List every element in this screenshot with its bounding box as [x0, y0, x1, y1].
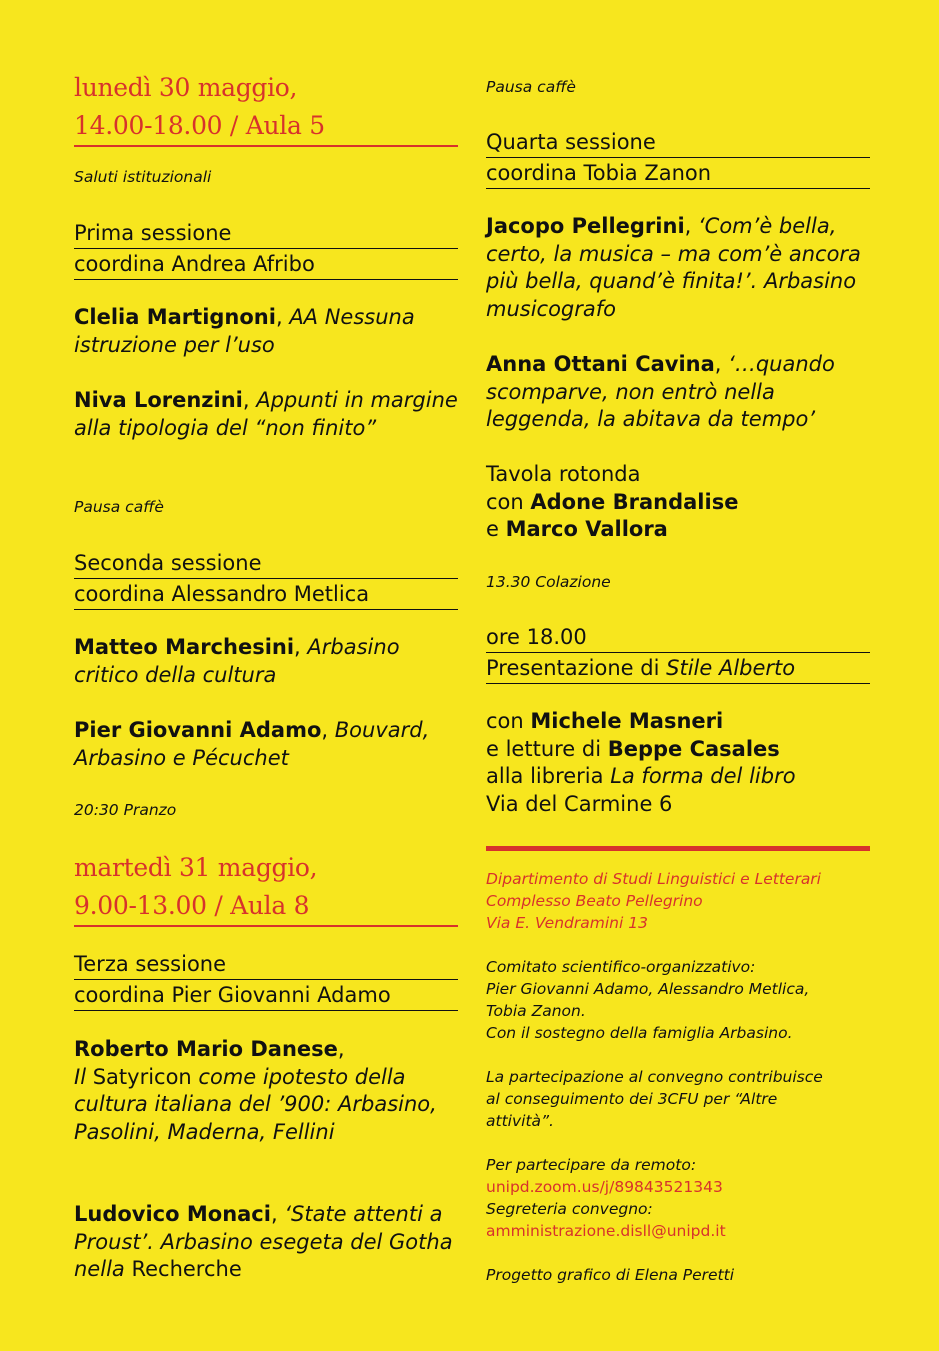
e-label: e — [486, 517, 506, 541]
info-line: al conseguimento dei 3CFU per “Altre — [486, 1090, 778, 1108]
day-1-heading — [74, 69, 458, 147]
comitato-block — [486, 956, 870, 1044]
info-line: attività”. — [486, 1112, 554, 1130]
info-line: La partecipazione al convegno contribuisce — [486, 1068, 823, 1086]
info-line: Complesso Beato Pellegrino — [486, 892, 703, 910]
email-link[interactable]: amministrazione.disll@unipd.it — [486, 1222, 726, 1240]
presentation-time: ore 18.00 — [486, 622, 870, 653]
evento-libreria — [486, 708, 870, 818]
talk-title: ‘Com’è bella, certo, la musica – ma com’è ancora più bella, quand’è finita!’. Arbasino musicografo — [486, 214, 861, 321]
right-column — [486, 0, 870, 1351]
remoto-block — [486, 1154, 870, 1242]
talk-title-part: Il — [74, 1064, 93, 1089]
talk-pellegrini — [486, 213, 870, 323]
session-chair: coordina Pier Giovanni Adamo — [74, 980, 458, 1011]
speaker-name: Pier Giovanni Adamo — [74, 718, 322, 742]
info-line: Dipartimento di Studi Linguistici e Letterari — [486, 870, 821, 888]
day-2-time-room: 9.00-13.00 / Aula 8 — [74, 887, 458, 927]
separator: , — [684, 214, 698, 238]
session-1 — [74, 218, 458, 280]
libreria-label: alla libreria — [486, 764, 611, 788]
cfu-block — [486, 1066, 870, 1132]
talk-title: Bouvard, Arbasino e Pécuchet — [74, 718, 430, 770]
talk-ottani-cavina — [486, 351, 870, 434]
participant-name: Adone Brandalise — [530, 489, 739, 514]
talk-title: Arbasino critico della cultura — [74, 635, 400, 687]
separator: , — [714, 352, 729, 376]
talk-title: AA Nessuna istruzione per l’uso — [74, 305, 415, 357]
tavola-title: Tavola rotonda — [486, 462, 641, 486]
day-2-heading — [74, 849, 458, 927]
speaker-name: Niva Lorenzini — [74, 388, 243, 412]
work-title: Recherche — [131, 1257, 242, 1281]
talk-martignoni — [74, 304, 458, 359]
book-title: Stile Alberto — [666, 656, 796, 680]
work-title: Satyricon — [92, 1064, 192, 1089]
session-chair: coordina Andrea Afribo — [74, 249, 458, 280]
talk-lorenzini — [74, 387, 458, 442]
day-1-date: lunedì 30 maggio, — [74, 73, 298, 102]
session-title: Quarta sessione — [486, 127, 870, 158]
pausa-caffe: Pausa caffè — [74, 498, 164, 516]
talk-adamo — [74, 717, 458, 772]
pres-label: Presentazione di — [486, 656, 667, 680]
session-title: Prima sessione — [74, 218, 458, 249]
info-line: Via E. Vendramini 13 — [486, 914, 648, 932]
presentation-title-line — [486, 653, 870, 684]
speaker-name: Ludovico Monaci — [74, 1202, 271, 1226]
day-1-time-room: 14.00-18.00 / Aula 5 — [74, 107, 458, 147]
session-2 — [74, 548, 458, 610]
bookstore-name: La forma del libro — [610, 764, 796, 788]
con-label: con — [486, 489, 531, 514]
session-title: Seconda sessione — [74, 548, 458, 579]
info-line: Con il sostegno della famiglia Arbasino. — [486, 1024, 793, 1042]
saluti: Saluti istituzionali — [74, 168, 212, 186]
guest-name: Michele Masneri — [530, 709, 724, 733]
talk-danese — [74, 1036, 458, 1146]
session-chair: coordina Tobia Zanon — [486, 158, 870, 189]
separator: , — [242, 388, 257, 412]
letture-label: e letture di — [486, 736, 608, 761]
separator: , — [275, 305, 290, 329]
talk-marchesini — [74, 634, 458, 689]
info-line: Segreteria convegno: — [486, 1200, 653, 1218]
info-line: Comitato scientifico-organizzativo: — [486, 958, 756, 976]
info-line: Pier Giovanni Adamo, Alessandro Metlica, — [486, 980, 810, 998]
speaker-name: Roberto Mario Danese — [74, 1037, 338, 1061]
separator: , — [294, 635, 308, 659]
session-title: Terza sessione — [74, 949, 458, 980]
reader-name: Beppe Casales — [607, 736, 780, 761]
speaker-name: Jacopo Pellegrini — [486, 214, 685, 238]
credit: Progetto grafico di Elena Peretti — [486, 1266, 735, 1284]
left-column — [74, 0, 458, 1351]
talk-title-part: ‘State attenti a Proust’. Arbasino esegeta del Gotha nella — [74, 1202, 453, 1281]
session-3 — [74, 949, 458, 1011]
participant-name: Marco Vallora — [505, 517, 668, 541]
session-chair: coordina Alessandro Metlica — [74, 579, 458, 610]
separator: , — [337, 1037, 345, 1061]
presentazione — [486, 622, 870, 684]
separator: , — [321, 718, 335, 742]
zoom-link[interactable]: unipd.zoom.us/j/89843521343 — [486, 1178, 723, 1196]
pausa-caffe: Pausa caffè — [486, 78, 576, 96]
red-divider — [486, 846, 870, 851]
talk-title-part: come ipotesto della cultura italiana del ’900: Arbasino, Pasolini, Maderna, Fellini — [74, 1064, 437, 1144]
separator: , — [270, 1202, 285, 1226]
day-2-date: martedì 31 maggio, — [74, 853, 318, 882]
speaker-name: Clelia Martignoni — [74, 305, 276, 329]
talk-title: Appunti in margine alla tipologia del “non finito” — [74, 388, 458, 440]
colazione: 13.30 Colazione — [486, 573, 611, 591]
tavola-rotonda — [486, 461, 870, 544]
dipartimento-block — [486, 868, 870, 934]
talk-monaci — [74, 1201, 458, 1284]
talk-title: ‘…quando scomparve, non entrò nella leggenda, la abitava da tempo’ — [486, 352, 835, 431]
info-line: Per partecipare da remoto: — [486, 1156, 697, 1174]
session-4 — [486, 127, 870, 189]
pranzo: 20:30 Pranzo — [74, 801, 177, 819]
speaker-name: Anna Ottani Cavina — [486, 352, 715, 376]
bookstore-address: Via del Carmine 6 — [486, 791, 673, 816]
info-line: Tobia Zanon. — [486, 1002, 586, 1020]
speaker-name: Matteo Marchesini — [74, 635, 295, 659]
con-label: con — [486, 709, 531, 733]
